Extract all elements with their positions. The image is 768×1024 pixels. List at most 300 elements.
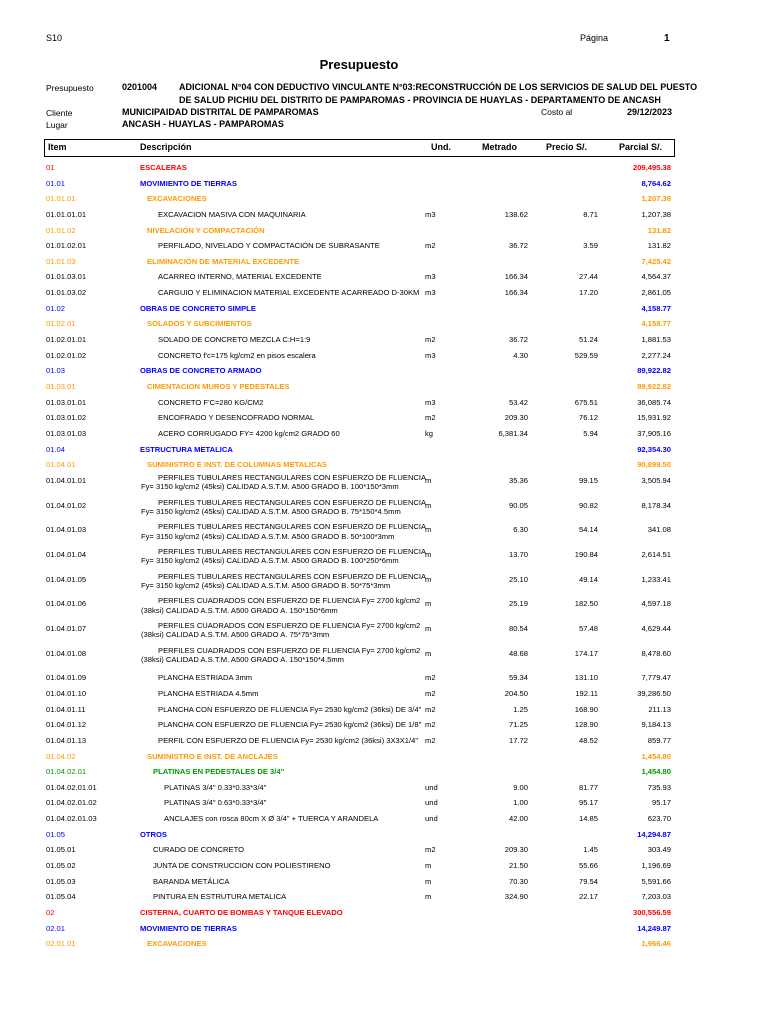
row-unit: m3: [425, 272, 436, 282]
row-parcial: 1,454.80: [641, 767, 671, 777]
report-code: S10: [46, 33, 63, 43]
row-item: 01.02.01: [46, 319, 76, 329]
row-parcial: 1,966.46: [641, 939, 671, 949]
col-precio: Precio S/.: [546, 142, 588, 152]
table-row: [0, 596, 768, 621]
row-parcial: 4,564.37: [641, 272, 671, 282]
row-item: 01.01.01: [46, 194, 76, 204]
row-description: PLATINAS 3/4" 0.63*0.33*3/4": [164, 798, 267, 808]
row-metrado: 166.34: [504, 288, 528, 298]
row-parcial: 623.70: [647, 814, 671, 824]
row-parcial: 14,249.87: [637, 923, 671, 933]
row-item: 01.01.03: [46, 256, 76, 266]
row-description: MOVIMIENTO DE TIERRAS: [140, 923, 237, 933]
table-row: [0, 379, 768, 395]
presupuesto-code: 0201004: [122, 82, 158, 92]
table-row: [0, 426, 768, 442]
row-precio: 8.71: [583, 209, 598, 219]
row-precio: 1.45: [583, 845, 598, 855]
row-item: 01.04.02.01.02: [46, 798, 97, 808]
row-parcial: 131.82: [647, 225, 671, 235]
row-precio: 81.77: [578, 782, 598, 792]
row-item: 01.05.02: [46, 861, 76, 870]
row-unit: m3: [425, 209, 436, 219]
row-metrado: 209.30: [504, 845, 528, 855]
row-item: 01.03.01.02: [46, 413, 87, 423]
row-item: 02.01.01: [46, 939, 76, 949]
row-description: SUMINISTRO E INST. DE ANCLAJES: [147, 751, 278, 761]
row-metrado: 42.00: [508, 814, 528, 824]
col-item: Item: [48, 142, 67, 152]
row-parcial: 92,354.30: [637, 444, 671, 454]
budget-rows: [0, 160, 768, 952]
row-description: ELIMINACIÓN DE MATERIAL EXCEDENTE: [147, 256, 300, 266]
row-metrado: 13.70: [508, 549, 528, 559]
row-parcial: 303.49: [647, 845, 671, 855]
row-description: CONCRETO F'C=280 KG/CM2: [158, 397, 264, 407]
row-metrado: 166.34: [504, 272, 528, 282]
row-precio: 131.10: [574, 673, 598, 683]
table-row: [0, 905, 768, 921]
row-metrado: 6.30: [513, 525, 528, 535]
row-description-line1: PERFILES CUADRADOS CON ESFUERZO DE FLUENCIA Fy= 2700 kg/cm2: [158, 596, 421, 606]
row-description: PLANCHA CON ESFUERZO DE FLUENCIA Fy= 2530 kg/cm2 (36ksi) DE 1/8": [158, 720, 422, 730]
row-description: PLATINAS 3/4" 0.33*0.33*3/4": [164, 782, 267, 792]
row-metrado: 1.00: [513, 798, 528, 808]
row-item: 01: [46, 163, 55, 172]
row-parcial: 341.08: [647, 525, 671, 535]
row-parcial: 89,922.82: [637, 381, 671, 391]
presupuesto-name-line2: DE SALUD PICHIU DEL DISTRITO DE PAMPAROMAS - PROVINCIA DE HUAYLAS - DEPARTAMENTO DE ANCASH: [179, 95, 661, 105]
row-precio: 57.48: [578, 623, 598, 633]
row-description: PLANCHA ESTRIADA 3mm: [158, 673, 253, 683]
row-item: 01.05.01: [46, 845, 76, 855]
row-parcial: 1,233.41: [641, 574, 671, 584]
row-description-line2: Fy= 3150 kg/cm2 (45ksi) CALIDAD A.S.T.M. A500 GRADO B. 50*100*3mm: [141, 531, 395, 541]
row-item: 01.03.01.03: [46, 428, 87, 438]
row-metrado: 90.05: [508, 500, 528, 510]
table-row: [0, 498, 768, 523]
row-unit: m: [425, 500, 432, 510]
row-precio: 17.20: [578, 288, 598, 298]
row-unit: m3: [425, 397, 436, 407]
table-row: [0, 827, 768, 843]
presupuesto-name-line1: ADICIONAL N°04 CON DEDUCTIVO VINCULANTE N°03:RECONSTRUCCIÓN DE LOS SERVICIOS DE SALUD DEL PUESTO: [179, 82, 698, 92]
row-description: SOLADOS Y SUBCIMIENTOS: [147, 319, 252, 329]
page-number: 1: [664, 33, 670, 44]
row-unit: m3: [425, 288, 436, 298]
row-description-line1: PERFILES CUADRADOS CON ESFUERZO DE FLUENCIA Fy= 2700 kg/cm2: [158, 645, 421, 655]
row-item: 01.01.03.01: [46, 272, 87, 282]
row-parcial: 8,764.62: [641, 178, 671, 188]
table-row: [0, 572, 768, 597]
row-precio: 128.90: [574, 720, 598, 730]
row-parcial: 209,495.38: [632, 163, 671, 172]
row-unit: m2: [425, 241, 436, 251]
row-item: 01.04.01.04: [46, 549, 87, 559]
row-unit: m: [425, 574, 432, 584]
row-description: CURADO DE CONCRETO: [153, 845, 244, 855]
table-header: [44, 139, 675, 157]
row-unit: m2: [425, 335, 436, 345]
table-row: [0, 670, 768, 686]
row-precio: 79.54: [578, 876, 598, 886]
table-row: [0, 889, 768, 905]
row-metrado: 80.54: [508, 623, 528, 633]
row-precio: 27.44: [578, 272, 598, 282]
row-item: 01.04.02.01: [46, 767, 87, 777]
row-precio: 3.59: [583, 241, 598, 251]
row-precio: 168.90: [574, 704, 598, 714]
row-metrado: 25.10: [508, 574, 528, 584]
row-precio: 675.51: [574, 397, 598, 407]
row-description-line2: Fy= 3150 kg/cm2 (45ksi) CALIDAD A.S.T.M. A500 GRADO B. 100*250*6mm: [141, 556, 399, 566]
row-description-line2: (38ksi) CALIDAD A.S.T.M. A500 GRADO A. 150*150*6mm: [141, 605, 338, 615]
row-parcial: 37,905.16: [637, 428, 671, 438]
row-parcial: 300,556.59: [632, 907, 671, 917]
row-unit: m2: [425, 735, 436, 745]
row-unit: m2: [425, 688, 436, 698]
row-description: CISTERNA, CUARTO DE BOMBAS Y TANQUE ELEVADO: [140, 907, 343, 917]
row-precio: 48.52: [578, 735, 598, 745]
table-row: [0, 547, 768, 572]
row-precio: 14.85: [578, 814, 598, 824]
table-row: [0, 646, 768, 671]
table-row: [0, 191, 768, 207]
row-precio: 55.66: [578, 861, 598, 870]
row-item: 01.04.01.07: [46, 623, 87, 633]
row-parcial: 89,922.82: [637, 366, 671, 376]
row-item: 01.04.01.13: [46, 735, 87, 745]
row-parcial: 1,881.53: [641, 335, 671, 345]
row-description-line2: (38ksi) CALIDAD A.S.T.M. A500 GRADO A. 75*75*3mm: [141, 630, 330, 640]
row-metrado: 35.36: [508, 475, 528, 485]
row-description: ANCLAJES con rosca 80cm X Ø 3/4" + TUERCA Y ARANDELA: [164, 814, 379, 824]
row-description: [141, 596, 420, 615]
lugar-label: Lugar: [46, 120, 68, 130]
row-item: 01.04.01.10: [46, 688, 87, 698]
row-item: 01.01.02: [46, 225, 76, 235]
costo-label: Costo al: [541, 107, 573, 117]
row-item: 01.04.01.02: [46, 500, 87, 510]
row-item: 01.05.04: [46, 892, 76, 902]
row-metrado: 21.50: [508, 861, 528, 870]
row-item: 01.04.01.05: [46, 574, 87, 584]
col-desc: Descripción: [140, 142, 192, 152]
row-item: 02.01: [46, 923, 66, 933]
row-metrado: 204.50: [504, 688, 528, 698]
row-description: EXCAVACIONES: [147, 939, 207, 949]
row-parcial: 4,597.18: [641, 599, 671, 609]
row-precio: 190.84: [574, 549, 598, 559]
row-item: 01.04.01.12: [46, 720, 87, 730]
row-unit: m: [425, 623, 432, 633]
row-description: ESCALERAS: [140, 163, 187, 172]
row-description: EXCAVACION MASIVA CON MAQUINARIA: [158, 209, 306, 219]
row-metrado: 71.25: [508, 720, 528, 730]
row-parcial: 1,196.69: [641, 861, 671, 870]
row-metrado: 138.62: [504, 209, 528, 219]
row-description: PLANCHA ESTRIADA 4.5mm: [158, 688, 259, 698]
table-row: [0, 410, 768, 426]
lugar-value: ANCASH - HUAYLAS - PAMPAROMAS: [122, 119, 284, 129]
row-item: 01.04.01.08: [46, 648, 87, 658]
row-description-line1: PERFILES TUBULARES RECTANGULARES CON ESFUERZO DE FLUENCIA: [158, 522, 427, 532]
row-description: [141, 646, 420, 665]
row-description: PINTURA EN ESTRUTURA METALICA: [153, 892, 287, 902]
row-parcial: 3,505.94: [641, 475, 671, 485]
row-parcial: 15,931.92: [637, 413, 671, 423]
row-parcial: 36,085.74: [637, 397, 671, 407]
row-parcial: 4,629.44: [641, 623, 671, 633]
row-parcial: 735.93: [647, 782, 671, 792]
table-row: [0, 764, 768, 780]
table-row: [0, 811, 768, 827]
row-parcial: 8,178.34: [641, 500, 671, 510]
row-parcial: 4,158.77: [641, 303, 671, 313]
row-precio: 76.12: [578, 413, 598, 423]
row-item: 01.02.01.01: [46, 335, 87, 345]
row-parcial: 95.17: [651, 798, 671, 808]
row-description-line1: PERFILES TUBULARES RECTANGULARES CON ESFUERZO DE FLUENCIA: [158, 546, 427, 556]
row-precio: 529.59: [574, 350, 598, 360]
row-precio: 54.14: [578, 525, 598, 535]
row-unit: kg: [425, 428, 434, 438]
row-precio: 174.17: [574, 648, 598, 658]
row-description-line1: PERFILES TUBULARES RECTANGULARES CON ESFUERZO DE FLUENCIA: [158, 497, 427, 507]
row-item: 01.04.01.06: [46, 599, 87, 609]
row-item: 01.02: [46, 303, 66, 313]
row-description: EXCAVACIONES: [147, 194, 207, 204]
row-unit: m3: [425, 350, 436, 360]
row-item: 01.04.01.11: [46, 704, 86, 714]
row-precio: 49.14: [578, 574, 598, 584]
row-parcial: 2,277.24: [641, 350, 671, 360]
row-parcial: 9,184.13: [641, 720, 671, 730]
table-row: [0, 795, 768, 811]
row-parcial: 859.77: [647, 735, 671, 745]
table-row: [0, 858, 768, 874]
row-unit: m: [425, 475, 432, 485]
cliente-value: MUNICIPAIDAD DISTRITAL DE PAMPAROMAS: [122, 107, 319, 117]
row-unit: und: [425, 798, 438, 808]
row-parcial: 1,454.80: [641, 751, 671, 761]
row-metrado: 1.25: [513, 704, 528, 714]
row-description: [141, 473, 426, 492]
row-description-line2: Fy= 3150 kg/cm2 (45ksi) CALIDAD A.S.T.M. A500 GRADO B. 100*150*3mm: [141, 482, 399, 492]
row-item: 01.01.01.01: [46, 209, 87, 219]
row-description: [141, 621, 420, 640]
table-row: [0, 442, 768, 458]
row-description: ESTRUCTURA METALICA: [140, 444, 233, 454]
row-unit: m: [425, 549, 432, 559]
row-precio: 22.17: [578, 892, 598, 902]
col-und: Und.: [431, 142, 451, 152]
row-parcial: 7,779.47: [641, 673, 671, 683]
row-item: 01.04.02.01.03: [46, 814, 97, 824]
row-metrado: 53.42: [508, 397, 528, 407]
row-metrado: 4.30: [513, 350, 528, 360]
row-item: 01.04: [46, 444, 66, 454]
table-row: [0, 238, 768, 254]
row-description: OBRAS DE CONCRETO SIMPLE: [140, 303, 256, 313]
row-parcial: 8,478.60: [641, 648, 671, 658]
table-row: [0, 936, 768, 952]
col-parcial: Parcial S/.: [619, 142, 663, 152]
table-row: [0, 921, 768, 937]
table-row: [0, 160, 768, 176]
row-item: 01.01.02.01: [46, 241, 87, 251]
row-description: SUMINISTRO E INST. DE COLUMNAS METALICAS: [147, 460, 328, 470]
col-metrado: Metrado: [482, 142, 518, 152]
row-metrado: 36.72: [508, 335, 528, 345]
row-description: SOLADO DE CONCRETO MEZCLA C:H=1:9: [158, 335, 311, 345]
row-unit: m2: [425, 704, 436, 714]
row-item: 01.04.01: [46, 460, 76, 470]
row-parcial: 1,207.38: [641, 194, 671, 204]
row-unit: m: [425, 525, 432, 535]
costo-date: 29/12/2023: [627, 107, 673, 117]
row-description: PERFIL CON ESFUERZO DE FLUENCIA Fy= 2530 kg/cm2 (36ksi) 3X3X1/4": [158, 735, 419, 745]
row-precio: 90.82: [578, 500, 598, 510]
row-description-line2: Fy= 3150 kg/cm2 (45ksi) CALIDAD A.S.T.M. A500 GRADO B. 50*75*3mm: [141, 580, 391, 590]
table-row: [0, 717, 768, 733]
row-description-line1: PERFILES CUADRADOS CON ESFUERZO DE FLUENCIA Fy= 2700 kg/cm2: [158, 620, 421, 630]
row-description-line1: PERFILES TUBULARES RECTANGULARES CON ESFUERZO DE FLUENCIA: [158, 472, 427, 482]
row-item: 01.01: [46, 178, 66, 188]
row-metrado: 209.30: [504, 413, 528, 423]
row-metrado: 59.34: [508, 673, 528, 683]
row-parcial: 7,425.42: [641, 256, 671, 266]
table-row: [0, 285, 768, 301]
row-item: 01.05.03: [46, 876, 76, 886]
row-unit: m2: [425, 673, 436, 683]
table-row: [0, 686, 768, 702]
row-item: 01.04.02: [46, 751, 76, 761]
row-item: 01.04.01.03: [46, 525, 87, 535]
table-row: [0, 749, 768, 765]
row-metrado: 36.72: [508, 241, 528, 251]
table-row: [0, 473, 768, 498]
row-unit: m: [425, 892, 432, 902]
row-item: 01.04.01.01: [46, 475, 87, 485]
row-item: 01.04.01.09: [46, 673, 87, 683]
table-row: [0, 457, 768, 473]
row-unit: und: [425, 782, 438, 792]
row-metrado: 48.68: [508, 648, 528, 658]
row-parcial: 90,899.50: [637, 460, 671, 470]
row-description: OTROS: [140, 829, 168, 839]
row-item: 01.03.01: [46, 381, 76, 391]
row-precio: 182.50: [574, 599, 598, 609]
row-description: BARANDA METÁLICA: [153, 876, 230, 886]
table-row: [0, 348, 768, 364]
row-description: ACERO CORRUGADO FY= 4200 kg/cm2 GRADO 60: [158, 428, 340, 438]
row-unit: m: [425, 648, 432, 658]
table-row: [0, 874, 768, 890]
row-description: PLANCHA CON ESFUERZO DE FLUENCIA Fy= 2530 kg/cm2 (36ksi) DE 3/4": [158, 704, 422, 714]
row-metrado: 9.00: [513, 782, 528, 792]
row-parcial: 211.13: [648, 704, 671, 714]
row-metrado: 6,381.34: [498, 428, 528, 438]
table-row: [0, 780, 768, 796]
table-row: [0, 842, 768, 858]
row-item: 01.04.02.01.01: [46, 782, 97, 792]
row-description-line2: (38ksi) CALIDAD A.S.T.M. A500 GRADO A. 150*150*4.5mm: [141, 655, 345, 665]
row-description: JUNTA DE CONSTRUCCION CON POLIESTIRENO: [153, 861, 331, 870]
table-row: [0, 223, 768, 239]
table-row: [0, 702, 768, 718]
table-row: [0, 363, 768, 379]
row-item: 01.02.01.02: [46, 350, 87, 360]
row-metrado: 25.19: [508, 599, 528, 609]
row-description: PLATINAS EN PEDESTALES DE 3/4": [153, 767, 285, 777]
row-description-line1: PERFILES TUBULARES RECTANGULARES CON ESFUERZO DE FLUENCIA: [158, 571, 427, 581]
row-description: [141, 572, 426, 591]
row-precio: 99.15: [578, 475, 598, 485]
row-unit: und: [425, 814, 438, 824]
row-parcial: 5,591.66: [641, 876, 671, 886]
row-unit: m: [425, 599, 432, 609]
row-description: OBRAS DE CONCRETO ARMADO: [140, 366, 262, 376]
row-description: CONCRETO f'c=175 kg/cm2 en pisos escalera: [158, 350, 316, 360]
row-precio: 192.11: [575, 688, 598, 698]
row-description: NIVELACIÓN Y COMPACTACIÓN: [147, 225, 265, 235]
row-parcial: 1,207.38: [641, 209, 671, 219]
row-description: ACARREO INTERNO, MATERIAL EXCEDENTE: [158, 272, 322, 282]
row-item: 02: [46, 907, 55, 917]
table-row: [0, 332, 768, 348]
row-unit: m2: [425, 413, 436, 423]
row-description: CARGUIO Y ELIMINACION MATERIAL EXCEDENTE ACARREADO D-30KM: [158, 288, 420, 298]
row-parcial: 39,286.50: [637, 688, 671, 698]
row-item: 01.05: [46, 829, 66, 839]
row-description: CIMENTACION MUROS Y PEDESTALES: [147, 381, 290, 391]
row-parcial: 2,861.05: [641, 288, 671, 298]
row-precio: 95.17: [578, 798, 598, 808]
row-item: 01.03.01.01: [46, 397, 87, 407]
row-unit: m2: [425, 720, 436, 730]
page-title: Presupuesto: [319, 57, 399, 72]
row-parcial: 14,294.87: [637, 829, 671, 839]
row-metrado: 324.90: [504, 892, 528, 902]
cliente-label: Cliente: [46, 108, 73, 118]
row-unit: m: [425, 876, 432, 886]
row-description: [141, 498, 426, 517]
row-parcial: 7,203.03: [641, 892, 671, 902]
table-row: [0, 316, 768, 332]
row-description: [141, 547, 426, 566]
row-description: ENCOFRADO Y DESENCOFRADO NORMAL: [158, 413, 315, 423]
table-row: [0, 254, 768, 270]
row-metrado: 70.30: [508, 876, 528, 886]
row-item: 01.01.03.02: [46, 288, 87, 298]
presupuesto-label: Presupuesto: [46, 83, 94, 93]
table-row: [0, 301, 768, 317]
row-parcial: 131.82: [647, 241, 671, 251]
row-parcial: 4,158.77: [641, 319, 671, 329]
row-unit: m: [425, 861, 432, 870]
row-metrado: 17.72: [508, 735, 528, 745]
table-row: [0, 522, 768, 547]
row-description: MOVIMIENTO DE TIERRAS: [140, 178, 237, 188]
table-row: [0, 621, 768, 646]
table-row: [0, 269, 768, 285]
table-row: [0, 733, 768, 749]
row-precio: 51.24: [578, 335, 598, 345]
page-label: Página: [580, 33, 609, 43]
row-description: PERFILADO, NIVELADO Y COMPACTACIÓN DE SUBRASANTE: [158, 241, 380, 251]
